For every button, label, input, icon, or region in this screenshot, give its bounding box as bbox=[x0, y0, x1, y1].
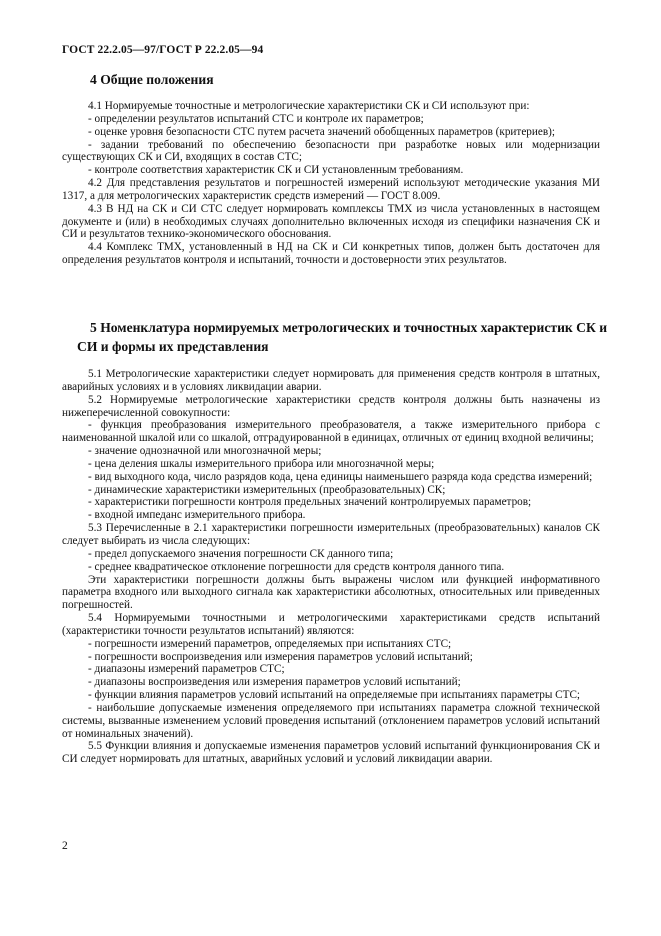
list-item: - определении результатов испытаний СТС и контроле их параметров; bbox=[88, 112, 424, 125]
list-item: - входной импеданс измерительного прибора. bbox=[88, 509, 306, 522]
list-item: - предел допускаемого значения погрешности СК данного типа; bbox=[88, 547, 394, 560]
section-5-heading: 5 Номенклатура нормируемых метрологических и точностных характеристик СК и СИ и формы их представления bbox=[77, 320, 608, 354]
paragraph: 4.4 Комплекс ТМХ, установленный в НД на СК и СИ конкретных типов, должен быть достаточен для определения результатов контроля и испытаний, точности и достоверности этих результатов. bbox=[62, 241, 600, 267]
list-item: - динамические характеристики измерительных (преобразовательных) СК; bbox=[88, 483, 446, 496]
paragraph: Эти характеристики погрешности должны быть выражены числом или функцией информативного параметра входного или выходного сигнала как характеристики абсолютных, относительных или приведенных погрешностей. bbox=[62, 573, 600, 612]
paragraph: 5.3 Перечисленные в 2.1 характеристики погрешности измерительных (преобразовательных) каналов СК следует выбирать из числа следующих: bbox=[62, 522, 600, 547]
section-5-body bbox=[62, 368, 600, 766]
paragraph: 5.1 Метрологические характеристики следует нормировать для применения средств контроля в штатных, аварийных условиях и в условиях ликвидации аварии. bbox=[62, 368, 600, 393]
paragraph: 4.2 Для представления результатов и погрешностей измерений используют методические указания МИ 1317, а для метрологических характеристик средств измерений — ГОСТ 8.009. bbox=[62, 177, 600, 202]
list-item: - наибольшие допускаемые изменения определяемого при испытаниях параметра сложной технической системы, вызванные изменением условий проведения испытаний (отклонением параметров условий испытаний от номинальных значений). bbox=[62, 701, 600, 740]
list-item: - характеристики погрешности контроля предельных значений контролируемых параметров; bbox=[88, 496, 532, 509]
section-4-body bbox=[62, 100, 600, 267]
page-header: ГОСТ 22.2.05—97/ГОСТ Р 22.2.05—94 bbox=[62, 44, 264, 56]
list-item: - функция преобразования измерительного преобразователя, а также измерительного прибора с наименованной шкалой или со шкалой, отградуированной в единицах, отличных от единиц входной величины; bbox=[62, 419, 600, 445]
list-item: - погрешности измерений параметров, определяемых при испытаниях СТС; bbox=[88, 637, 452, 650]
paragraph: 4.3 В НД на СК и СИ СТС следует нормировать комплексы ТМХ из числа установленных в настоящем документе и (или) в необходимых случаях дополнительно включенных исходя из специфики назначения СК и СИ и результатов технико-экономического обоснования. bbox=[62, 202, 600, 241]
list-item: - диапазоны измерений параметров СТС; bbox=[88, 663, 285, 676]
list-item: - задании требований по обеспечению безопасности при разработке новых или модернизации существующих СК и СИ, входящих в состав СТС; bbox=[62, 138, 600, 164]
paragraph: 4.1 Нормируемые точностные и метрологические характеристики СК и СИ используют при: bbox=[88, 100, 530, 112]
list-item: - вид выходного кода, число разрядов кода, цена единицы наименьшего разряда кода средства измерений; bbox=[88, 470, 593, 483]
list-item: - значение однозначной или многозначной меры; bbox=[88, 445, 322, 458]
list-item: - погрешности воспроизведения или измерения параметров условий испытаний; bbox=[88, 650, 473, 663]
paragraph: 5.2 Нормируемые метрологические характеристики средств контроля должны быть назначены из нижеперечисленной совокупности: bbox=[62, 393, 600, 419]
paragraph: 5.4 Нормируемыми точностными и метрологическими характеристиками средств испытаний (характеристики точности результатов испытаний) являются: bbox=[62, 612, 600, 637]
list-item: - функции влияния параметров условий испытаний на определяемые при испытаниях параметры СТС; bbox=[88, 689, 581, 702]
list-item: - среднее квадратическое отклонение погрешности для средств контроля данного типа. bbox=[88, 560, 505, 573]
paragraph: 5.5 Функции влияния и допускаемые изменения параметров условий испытаний функционирования СК и СИ следует нормировать для штатных, аварийных условий и условий ликвидации аварии. bbox=[62, 740, 600, 766]
list-item: - диапазоны воспроизведения или измерения параметров условий испытаний; bbox=[88, 676, 461, 689]
list-item: - оценке уровня безопасности СТС путем расчета значений обобщенных параметров (критериев); bbox=[88, 125, 555, 138]
section-4-heading: 4 Общие положения bbox=[90, 72, 214, 87]
list-item: - цена деления шкалы измерительного прибора или многозначной меры; bbox=[88, 457, 435, 470]
page-number: 2 bbox=[62, 840, 68, 852]
list-item: - контроле соответствия характеристик СК и СИ установленным требованиям. bbox=[88, 164, 464, 177]
